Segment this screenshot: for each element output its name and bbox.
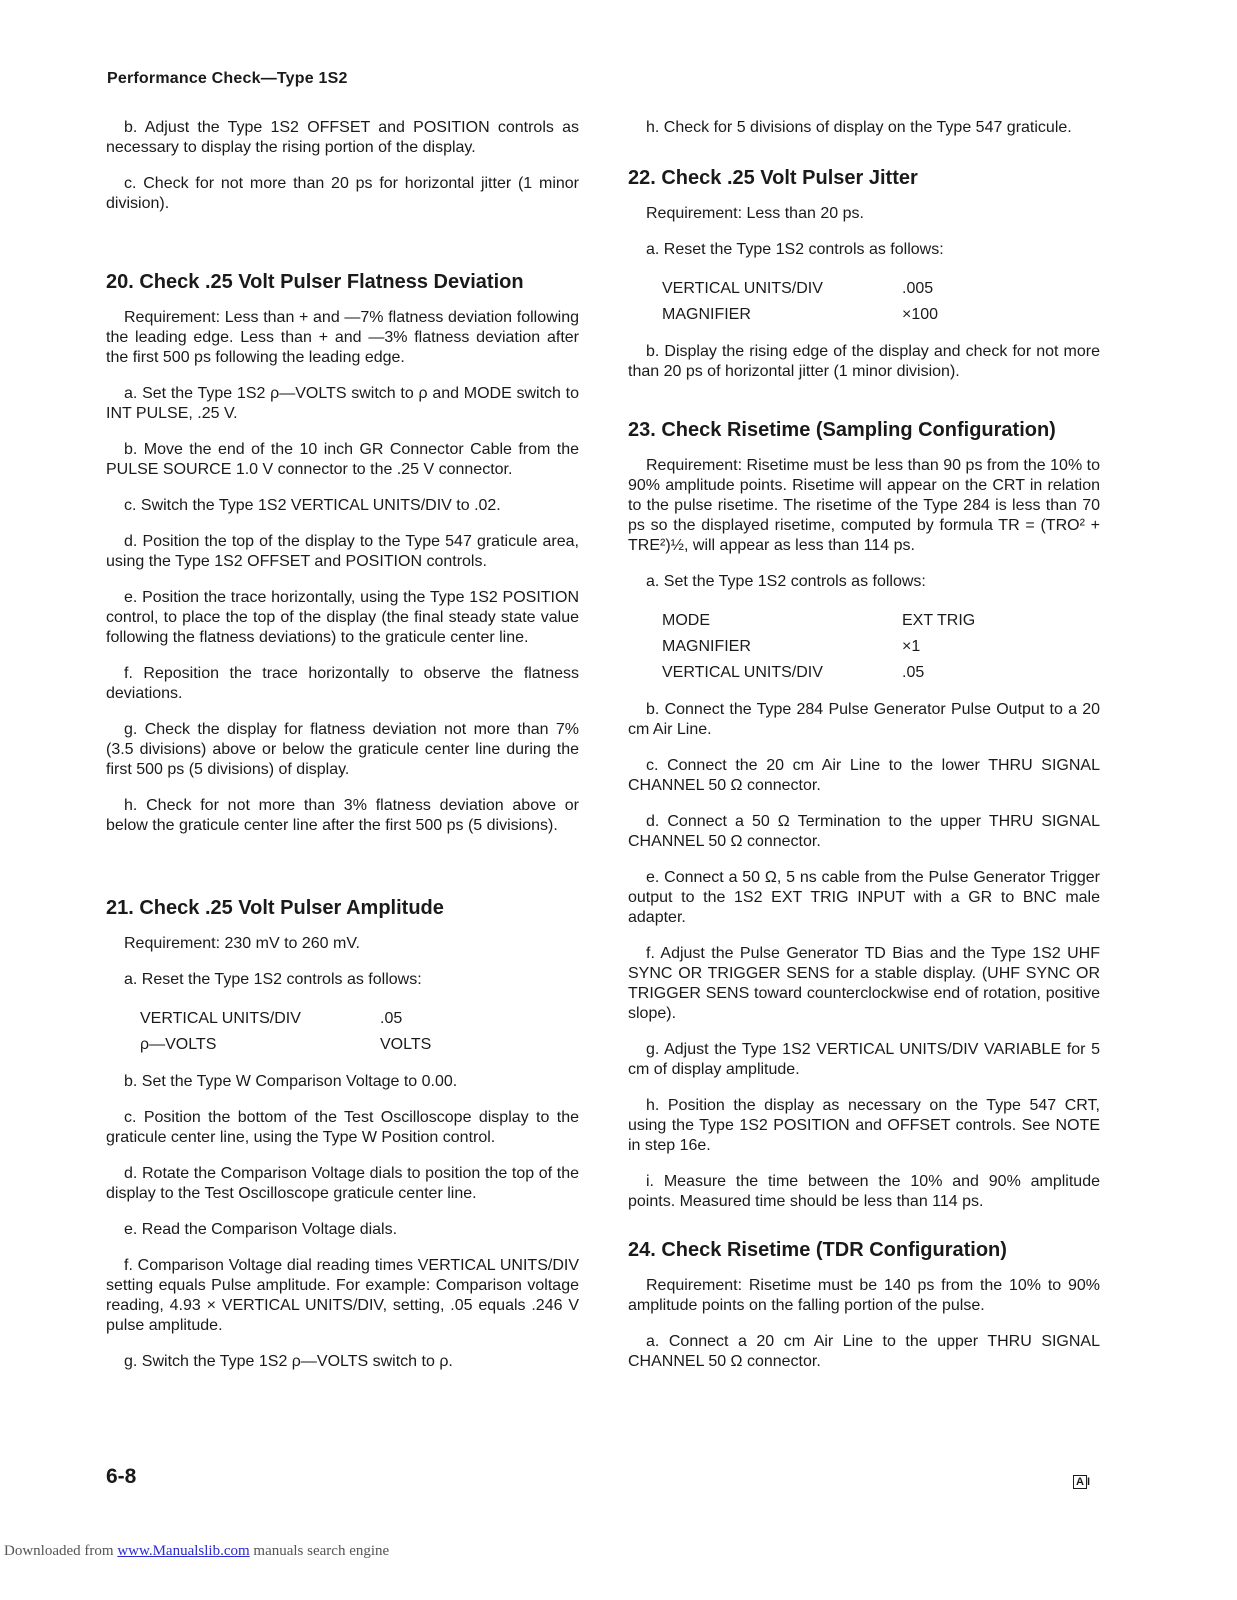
step-g: g. Check the display for flatness deviation not more than 7% (3.5 divisions) above or below the graticule center line during the first 500 ps (5 divisions) of display.	[106, 721, 579, 778]
setting-value: VOLTS	[380, 1036, 432, 1053]
step-a: a. Reset the Type 1S2 controls as follows:	[646, 241, 944, 258]
left-column	[106, 118, 579, 1388]
step-e: e. Connect a 50 Ω, 5 ns cable from the Pulse Generator Trigger output to the 1S2 EXT TRIG INPUT with a GR to BNC male adapter.	[628, 869, 1100, 926]
step-d: d. Rotate the Comparison Voltage dials to position the top of the display to the Test Oscilloscope graticule center line.	[106, 1165, 579, 1202]
setting-name: ρ—VOLTS	[140, 1036, 217, 1053]
setting-value: ×1	[902, 638, 921, 655]
step-a: a. Connect a 20 cm Air Line to the upper THRU SIGNAL CHANNEL 50 Ω connector.	[628, 1333, 1100, 1370]
requirement-text: Requirement: Risetime must be less than 90 ps from the 10% to 90% amplitude points. Risetime will appear on the CRT in relation to the pulse risetime. The risetime of the Type 284 is less than 70 ps so the displayed risetime, computed by formula TR = (TRO² + TRE²)½, will appear as less than 114 ps.	[628, 457, 1100, 554]
settings-table	[662, 276, 938, 328]
requirement-text: Requirement: Less than + and —7% flatness deviation following the leading edge. Less than + and —3% flatness deviation after the first 500 ps following the leading edge.	[106, 309, 579, 366]
paragraph: h. Check for 5 divisions of display on the Type 547 graticule.	[646, 119, 1072, 136]
step-b: b. Display the rising edge of the display and check for not more than 20 ps of horizontal jitter (1 minor division).	[628, 343, 1100, 380]
setting-name: MODE	[662, 612, 710, 629]
step-h: h. Check for not more than 3% flatness deviation above or below the graticule center line after the first 500 ps (5 divisions).	[106, 797, 579, 834]
step-i: i. Measure the time between the 10% and 90% amplitude points. Measured time should be less than 114 ps.	[628, 1173, 1100, 1210]
page-header: Performance Check—Type 1S2	[107, 70, 348, 87]
setting-value: ×100	[902, 306, 939, 323]
page-number: 6-8	[106, 1465, 137, 1488]
step-e: e. Read the Comparison Voltage dials.	[124, 1221, 398, 1238]
step-c: c. Switch the Type 1S2 VERTICAL UNITS/DIV to .02.	[124, 497, 501, 514]
manualslib-link[interactable]: www.Manualslib.com	[117, 1543, 250, 1559]
setting-value: .005	[902, 280, 934, 297]
step-g: g. Adjust the Type 1S2 VERTICAL UNITS/DIV VARIABLE for 5 cm of display amplitude.	[628, 1041, 1100, 1078]
footer-suffix: manuals search engine	[249, 1543, 390, 1559]
settings-row	[140, 1032, 431, 1058]
step-f: f. Reposition the trace horizontally to observe the flatness deviations.	[106, 665, 579, 702]
requirement-text: Requirement: 230 mV to 260 mV.	[124, 935, 360, 952]
step-a: a. Set the Type 1S2 controls as follows:	[646, 573, 926, 590]
setting-value: .05	[380, 1010, 403, 1027]
settings-table	[140, 1006, 431, 1058]
setting-value: EXT TRIG	[902, 612, 976, 629]
revision-mark	[1073, 1476, 1090, 1488]
footer-prefix: Downloaded from	[4, 1543, 118, 1559]
setting-name: VERTICAL UNITS/DIV	[662, 280, 823, 297]
paragraph: c. Check for not more than 20 ps for horizontal jitter (1 minor division).	[106, 175, 579, 212]
settings-row	[662, 276, 938, 302]
download-footer	[4, 1543, 389, 1560]
setting-name: MAGNIFIER	[662, 638, 751, 655]
setting-name: VERTICAL UNITS/DIV	[662, 664, 823, 681]
section-heading-21: 21. Check .25 Volt Pulser Amplitude	[106, 897, 444, 919]
section-heading-24: 24. Check Risetime (TDR Configuration)	[628, 1239, 1007, 1261]
right-column	[628, 118, 1100, 1388]
step-b: b. Set the Type W Comparison Voltage to 0.00.	[124, 1073, 458, 1090]
step-b: b. Move the end of the 10 inch GR Connector Cable from the PULSE SOURCE 1.0 V connector to the .25 V connector.	[106, 441, 579, 478]
step-a: a. Reset the Type 1S2 controls as follows:	[124, 971, 422, 988]
step-f: f. Comparison Voltage dial reading times VERTICAL UNITS/DIV setting equals Pulse amplitude. For example: Comparison voltage reading, 4.93 × VERTICAL UNITS/DIV, setting, .05 equals .246 V pulse amplitude.	[106, 1257, 579, 1334]
step-d: d. Connect a 50 Ω Termination to the upper THRU SIGNAL CHANNEL 50 Ω connector.	[628, 813, 1100, 850]
step-g: g. Switch the Type 1S2 ρ—VOLTS switch to ρ.	[124, 1353, 453, 1370]
paragraph: b. Adjust the Type 1S2 OFFSET and POSITION controls as necessary to display the rising portion of the display.	[106, 119, 579, 156]
step-h: h. Position the display as necessary on the Type 547 CRT, using the Type 1S2 POSITION and OFFSET controls. See NOTE in step 16e.	[628, 1097, 1100, 1154]
section-heading-22: 22. Check .25 Volt Pulser Jitter	[628, 167, 918, 189]
step-b: b. Connect the Type 284 Pulse Generator Pulse Output to a 20 cm Air Line.	[628, 701, 1100, 738]
step-f: f. Adjust the Pulse Generator TD Bias and the Type 1S2 UHF SYNC OR TRIGGER SENS for a stable display. (UHF SYNC OR TRIGGER SENS toward counterclockwise end of rotation, positive slope).	[628, 945, 1100, 1022]
requirement-text: Requirement: Risetime must be 140 ps from the 10% to 90% amplitude points on the falling portion of the pulse.	[628, 1277, 1100, 1314]
settings-row	[662, 302, 938, 328]
step-c: c. Position the bottom of the Test Oscilloscope display to the graticule center line, using the Type W Position control.	[106, 1109, 579, 1146]
requirement-text: Requirement: Less than 20 ps.	[646, 205, 864, 222]
settings-row	[662, 608, 975, 634]
settings-row	[140, 1006, 431, 1032]
section-heading-23: 23. Check Risetime (Sampling Configuration)	[628, 419, 1056, 441]
revision-letter: A	[1073, 1475, 1087, 1489]
setting-value: .05	[902, 664, 925, 681]
step-e: e. Position the trace horizontally, using the Type 1S2 POSITION control, to place the top of the display (the final steady state value following the flatness deviations) to the graticule center line.	[106, 589, 579, 646]
settings-row	[662, 660, 975, 686]
revision-suffix: I	[1086, 1476, 1091, 1488]
setting-name: MAGNIFIER	[662, 306, 751, 323]
step-a: a. Set the Type 1S2 ρ—VOLTS switch to ρ and MODE switch to INT PULSE, .25 V.	[106, 385, 579, 422]
settings-table	[662, 608, 975, 686]
section-heading-20: 20. Check .25 Volt Pulser Flatness Deviation	[106, 271, 524, 293]
setting-name: VERTICAL UNITS/DIV	[140, 1010, 301, 1027]
settings-row	[662, 634, 975, 660]
step-c: c. Connect the 20 cm Air Line to the lower THRU SIGNAL CHANNEL 50 Ω connector.	[628, 757, 1100, 794]
step-d: d. Position the top of the display to the Type 547 graticule area, using the Type 1S2 OFFSET and POSITION controls.	[106, 533, 579, 570]
